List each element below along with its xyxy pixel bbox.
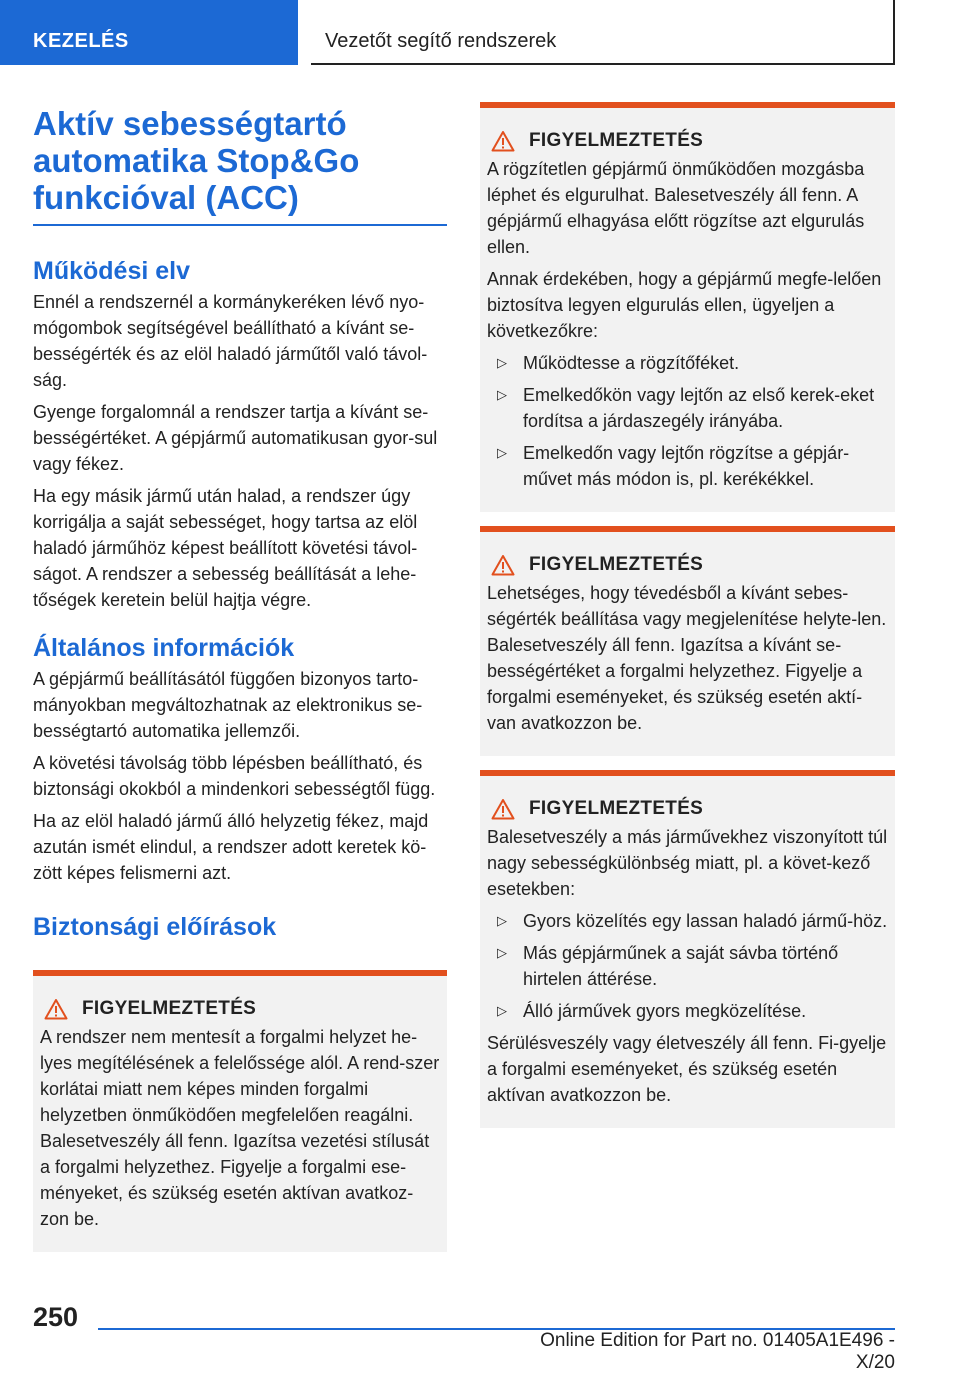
warning-list (487, 350, 888, 492)
paragraph: Ha az elöl haladó jármű álló helyzetig fékez, majd azután ismét elindul, a rendszer adott keretek kö-zött képes felismerni azt. (33, 811, 429, 883)
bullet-triangle-icon: ▷ (497, 355, 507, 370)
warning-label: FIGYELMEZTETÉS (529, 798, 704, 819)
paragraph: A gépjármű beállításától függően bizonyos tarto-mányokban megváltozhatnak az elektronikus se-bességtartó automatika jellemzői. (33, 669, 423, 741)
header-chapter-label: Vezetőt segítő rendszerek (325, 30, 557, 52)
warning-header (491, 130, 888, 152)
bullet-triangle-icon: ▷ (497, 1003, 507, 1018)
list-item-text: Működtesse a rögzítőféket. (523, 353, 740, 373)
warning-triangle-icon (491, 554, 515, 576)
warning-header (491, 798, 888, 820)
paragraph: Ha egy másik jármű után halad, a rendszer úgy korrigálja a saját sebességet, hogy tartsa az elöl haladó járműhöz képest beállított követési távol-ságot. A rendszer a sebesség beállítását a lehe-tőségek keretein belül hajtja végre. (33, 486, 418, 610)
list-item (487, 382, 888, 434)
header-chapter-tab (311, 0, 895, 65)
list-item-text: Más gépjárműnek a saját sávba történő hirtelen áttérése. (523, 943, 839, 989)
list-item-text: Álló járművek gyors megközelítése. (523, 1001, 807, 1021)
header-section-tab (0, 0, 298, 65)
list-item (487, 440, 888, 492)
paragraph: Gyenge forgalomnál a rendszer tartja a kívánt se-bességértéket. A gépjármű automatikusan gyor-sul vagy fékez. (33, 402, 438, 474)
warning-text: Annak érdekében, hogy a gépjármű megfe-lelően biztosítva legyen elgurulás ellen, ügyeljen a következőkre: (487, 269, 882, 341)
warning-box (480, 526, 895, 756)
list-item (487, 998, 888, 1024)
list-item-text: Emelkedőn vagy lejtőn rögzítse a gépjár-művet más módon is, pl. kerékékkel. (523, 443, 850, 489)
warning-box (480, 102, 895, 512)
warning-header (44, 998, 440, 1020)
right-column (480, 102, 895, 1128)
paragraph: Ennél a rendszernél a kormánykeréken lévő nyo-mógombok segítségével beállítható a kívánt se-bességérték és az elöl haladó járműtől való távol-ság. (33, 292, 428, 390)
warning-text: A rögzítetlen gépjármű önműködően mozgásba léphet és elgurulhat. Balesetveszély áll fenn. A gépjármű elhagyása előtt rögzítse azt elgurulás ellen. (487, 159, 865, 257)
bullet-triangle-icon: ▷ (497, 387, 507, 402)
list-item (487, 350, 888, 376)
warning-label: FIGYELMEZTETÉS (529, 130, 704, 151)
bullet-triangle-icon: ▷ (497, 445, 507, 460)
warning-label: FIGYELMEZTETÉS (82, 998, 257, 1019)
bullet-triangle-icon: ▷ (497, 913, 507, 928)
warning-header (491, 554, 888, 576)
section-heading-safety: Biztonsági előírások (33, 913, 277, 941)
warning-triangle-icon (491, 798, 515, 820)
page-number: 250 (33, 1302, 79, 1332)
warning-list (487, 908, 888, 1024)
warning-text: Lehetséges, hogy tévedésből a kívánt sebes-ségérték beállítása vagy megjelenítése helyte-len. Balesetveszély áll fenn. Igazítsa a kívánt se-bességértéket a forgalmi helyzethez. Figyelje a forgalmi eseményeket, és szükség esetén aktí-van avatkozzon be. (487, 583, 887, 733)
list-item-text: Gyors közelítés egy lassan haladó jármű-höz. (523, 911, 888, 931)
warning-triangle-icon (491, 130, 515, 152)
warning-box (480, 770, 895, 1128)
section-heading-operation: Működési elv (33, 257, 190, 285)
paragraph: A követési távolság több lépésben beállítható, és biztonsági okokból a mindenkori sebességtől függ. (33, 753, 436, 799)
warning-text: Sérülésveszély vagy életveszély áll fenn. Fi-gyelje a forgalmi eseményeket, és szükség esetén aktívan avatkozzon be. (487, 1033, 887, 1105)
footer-edition: Online Edition for Part no. 01405A1E496 - X/20 (540, 1330, 895, 1373)
warning-label: FIGYELMEZTETÉS (529, 554, 704, 575)
left-column (33, 105, 447, 1252)
page-title: Aktív sebességtartó automatika Stop&Go funkcióval (ACC) (33, 105, 447, 226)
bullet-triangle-icon: ▷ (497, 945, 507, 960)
warning-text: A rendszer nem mentesít a forgalmi helyzet he-lyes megítélésének a felelőssége alól. A rend-szer korlátai miatt nem képes minden forgalmi helyzetben önműködően megfelelően reagálni. Balesetveszély áll fenn. Igazítsa vezetési stílusát a forgalmi helyzethez. Figyelje a forgalmi ese-ményeket, és szükség esetén aktívan avatkoz-zon be. (40, 1027, 440, 1229)
header-section-label: KEZELÉS (33, 30, 129, 52)
warning-box (33, 970, 447, 1252)
warning-triangle-icon (44, 998, 68, 1020)
list-item (487, 908, 888, 934)
warning-text: Balesetveszély a más járművekhez viszonyított túl nagy sebességkülönbség miatt, pl. a követ-kező esetekben: (487, 827, 888, 899)
list-item (487, 940, 888, 992)
section-heading-general-info: Általános információk (33, 634, 295, 662)
list-item-text: Emelkedőkön vagy lejtőn az első kerek-eket fordítsa a járdaszegély irányába. (523, 385, 875, 431)
